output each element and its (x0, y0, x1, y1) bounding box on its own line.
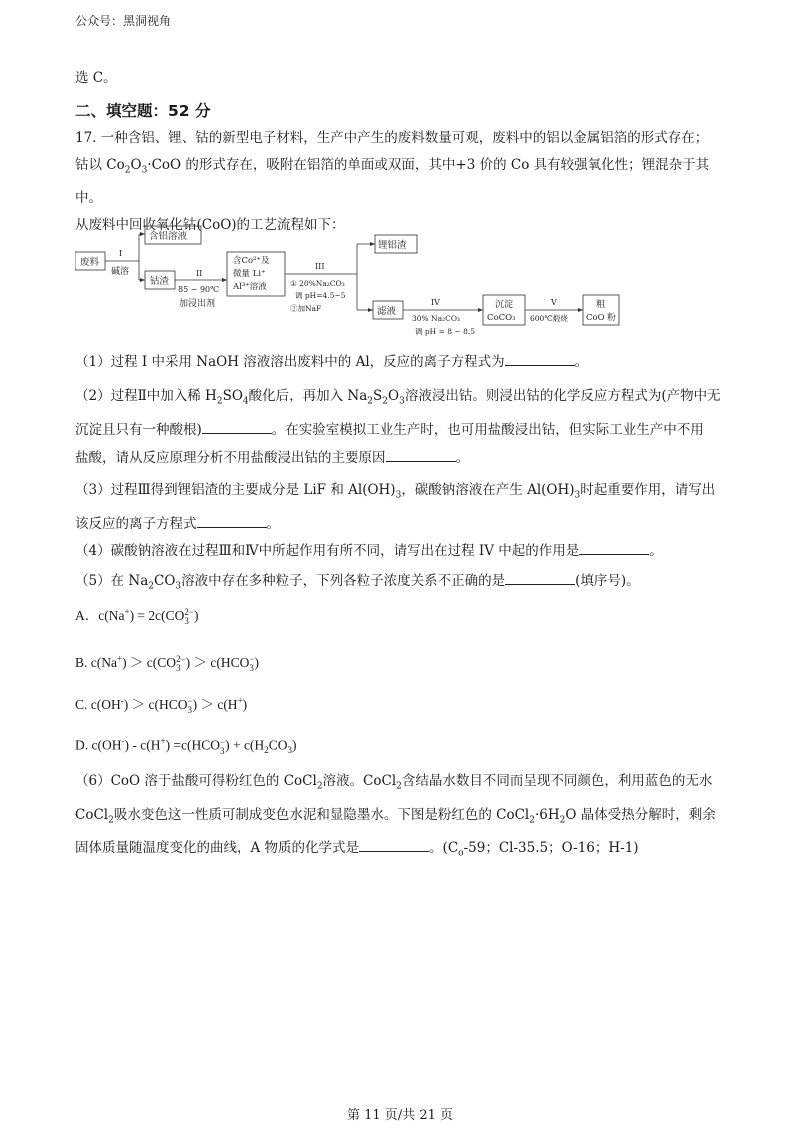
section-title: 二、填空题：52 分 (75, 102, 211, 120)
intro-line-2: 钴以 $Co_2O_3\cdot CoO$ 的形式存在，吸附在铝箔的单面或双面，其中+3 价的 Co 具有较强氧化性；锂混杂于其中。 (75, 157, 710, 206)
flow-step2-label: 加浸出剂 (179, 299, 216, 309)
flow-solution-line2: 微量 Li⁺ (233, 269, 266, 279)
question-3: （3）过程Ⅲ得到锂铝渣的主要成分是 LiF 和 $Al(OH)_3$，碳酸钠溶液在产生 $Al(OH)_3$时起重要作用，请写出 该反应的离子方程式 。 (75, 482, 716, 532)
answer-blank-1[interactable] (505, 351, 575, 366)
flow-step4-cond1: 30% Na₂CO₃ (412, 314, 460, 323)
page-footer: 第 11 页/共 21 页 (347, 1108, 453, 1123)
process-flow-diagram (75, 222, 645, 340)
flow-step4-cond2: 调 pH = 8 ~ 8.5 (415, 327, 476, 336)
flow-al-solution: 含铝溶液 (149, 231, 188, 242)
flow-filtrate: 滤液 (377, 306, 397, 317)
flow-solution-line1: 含Co²⁺及 (233, 256, 270, 266)
flow-solution-line3: Al³⁺溶液 (233, 282, 267, 292)
flow-co-residue: 钴渣 (150, 276, 170, 287)
flow-step3-cond2: 调 pH=4.5~5 (295, 291, 346, 300)
question-6: （6）CoO 溶于盐酸可得粉红色的 CoCl$_2$溶液。CoCl$_2$含结晶水数目不同而呈现不同颜色，利用蓝色的无水 CoCl$_2$吸水变色这一性质可制成变色水泥和显隐墨水。下图是粉红色的 $CoCl_2\cdot 6H_2O$ 晶体受热分解时，剩余 固体质量随温度变化的曲线，A 物质的化学式是 。($C_o-59$；Cl-35.5；O-16；H-1) (75, 773, 716, 860)
flow-step3-cond3: ②加NaF (290, 304, 322, 313)
flow-crude-line2: CoO 粉 (586, 313, 616, 323)
flow-crude-line1: 粗 (596, 300, 606, 310)
question-2: （2）过程Ⅱ中加入稀 $H_2SO_4$酸化后，再加入 $Na_2S_2O_3$溶液浸出钴。则浸出钴的化学反应方程式为(产物中无 沉淀且只有一种酸根) 。在实验室模拟工业生产时，也可用盐酸浸出钴，但实际工业生产中不用 盐酸，请从反应原理分析不用盐酸浸出钴的主要原因 。 (75, 388, 721, 466)
flow-step3-cond1: ① 20%Na₂CO₃ (290, 279, 345, 288)
flow-waste: 废料 (80, 257, 100, 268)
intro-line-1: 17. 一种含铝、锂、钴的新型电子材料，生产中产生的废料数量可观，废料中的铝以金属铝箔的形式存在； (75, 130, 709, 146)
answer-blank-4[interactable] (579, 540, 649, 555)
flow-step3-num: III (315, 262, 325, 271)
flow-li-al-residue: 锂铝渣 (378, 240, 407, 251)
flow-step5-label: 600℃煅烧 (530, 314, 568, 323)
flow-precipitate-line2: CoCO₃ (487, 313, 516, 323)
flow-precipitate-line1: 沉淀 (495, 300, 514, 310)
flow-step2-temp: 85 ~ 90℃ (178, 285, 220, 294)
flow-step1-num: I (119, 249, 123, 258)
option-c: C. c(OH-) ＞ c(HCO − 3 ) ＞ c(H+) (75, 695, 248, 715)
answer-blank-6[interactable] (359, 837, 429, 852)
answer-blank-2b[interactable] (386, 447, 456, 462)
previous-answer: 选 C。 (75, 70, 117, 86)
flow-step2-num: II (196, 269, 203, 278)
question-5: （5）在 $Na_2CO_3$溶液中存在多种粒子，下列各粒子浓度关系不正确的是 (填序号)。 (75, 567, 730, 601)
flow-step1-label: 碱溶 (111, 267, 130, 277)
flow-step4-num: IV (431, 298, 440, 307)
option-b: B. c(Na+) ＞ c(CO 2− 3 ) ＞ c(HCO − 3 ) (75, 653, 259, 673)
question-4: （4）碳酸钠溶液在过程Ⅲ和Ⅳ中所起作用有所不同，请写出在过程 IV 中起的作用是 。 (75, 537, 730, 565)
header-note: 公众号：黑洞视角 (75, 14, 172, 28)
option-d: D. c(OH-) - c(H+) =c(HCO − 3 ) + $c(H_2CO_3)$ (75, 736, 297, 756)
answer-blank-5[interactable] (505, 570, 575, 585)
intro-line-3: 从废料中回收氧化钴(CoO)的工艺流程如下： (75, 216, 345, 233)
flow-step5-num: V (551, 298, 557, 307)
answer-blank-2a[interactable] (202, 419, 272, 434)
answer-blank-3[interactable] (197, 513, 267, 528)
question-1: （1）过程 I 中采用 NaOH 溶液溶出废料中的 Al，反应的离子方程式为 。 (75, 348, 730, 376)
option-a: A．c(Na+) = 2c(CO 2− 3 ) (75, 606, 199, 626)
